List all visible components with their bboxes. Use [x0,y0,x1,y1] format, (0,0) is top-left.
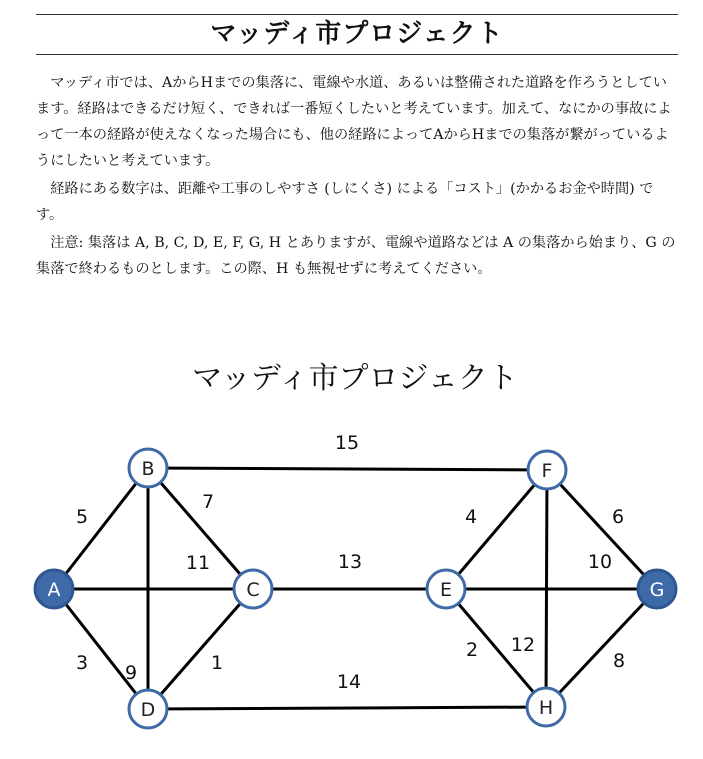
note-section [36,230,680,282]
edge-weight-d-h: 14 [336,671,362,693]
intro-paragraph: マッディ市では、AからHまでの集落に、電線や水道、あるいは整備された道路を作ろうとしています。経路はできるだけ短く、できれば一番短くしたいと考えています。加えて、なにかの事故によって一本の経路が使えなくなった場合にも、他の経路によってAからHまでの集落が繋がっているようにしたいと考えています。 [36,75,672,169]
node-g [638,570,676,608]
network-diagram [0,340,703,759]
edge-weight-a-c: 11 [185,552,211,574]
edge-weight-a-b: 5 [75,506,89,528]
edge-weight-f-h: 12 [510,634,536,656]
node-label-a: A [47,579,61,601]
edge-b-f [148,468,547,470]
node-label-c: C [246,579,260,601]
node-a [35,570,73,608]
node-d [129,690,167,728]
edge-a-b [54,468,148,589]
edge-weight-e-g: 10 [587,551,613,573]
node-b [129,449,167,487]
node-f [528,451,566,489]
node-label-h: H [538,697,554,719]
edge-weight-a-d: 3 [75,652,89,674]
edge-g-h [546,589,657,707]
edge-weight-f-g: 6 [611,506,625,528]
cost-paragraph: 経路にある数字は、距離や工事のしやすさ (しにくさ) による「コスト」(かかるお金や時間) です。 [36,181,654,223]
document-title: マッディ市プロジェクト [210,19,504,49]
edge-weight-c-d: 1 [210,652,224,674]
edge-weight-b-f: 15 [334,432,360,454]
node-label-e: E [439,579,453,601]
node-c [234,570,272,608]
note-paragraph: 注意: 集落は A, B, C, D, E, F, G, H とありますが、電線や道路などは A の集落から始まり、G の集落で終わるものとします。この際、H も無視せずに考えてください。 [36,235,676,277]
edge-d-h [148,707,546,709]
node-h [527,688,565,726]
edge-weight-c-e: 13 [337,551,363,573]
edge-c-d [148,589,253,709]
diagram-title: マッディ市プロジェクト [192,361,518,396]
node-label-g: G [649,579,665,601]
cost-section [36,176,680,228]
edge-a-d [54,589,148,709]
intro-section [36,70,680,174]
node-e [427,570,465,608]
edge-e-f [446,470,547,589]
edge-weight-g-h: 8 [612,650,626,672]
edge-weight-b-d: 9 [124,662,138,684]
edge-weight-e-f: 4 [464,506,478,528]
edge-weight-e-h: 2 [465,639,479,661]
edge-weight-b-c: 7 [201,491,215,513]
edge-f-h [546,470,547,707]
node-label-d: D [140,699,156,721]
node-label-f: F [541,460,553,482]
node-label-b: B [141,458,155,480]
title-rule-bottom [36,54,678,55]
